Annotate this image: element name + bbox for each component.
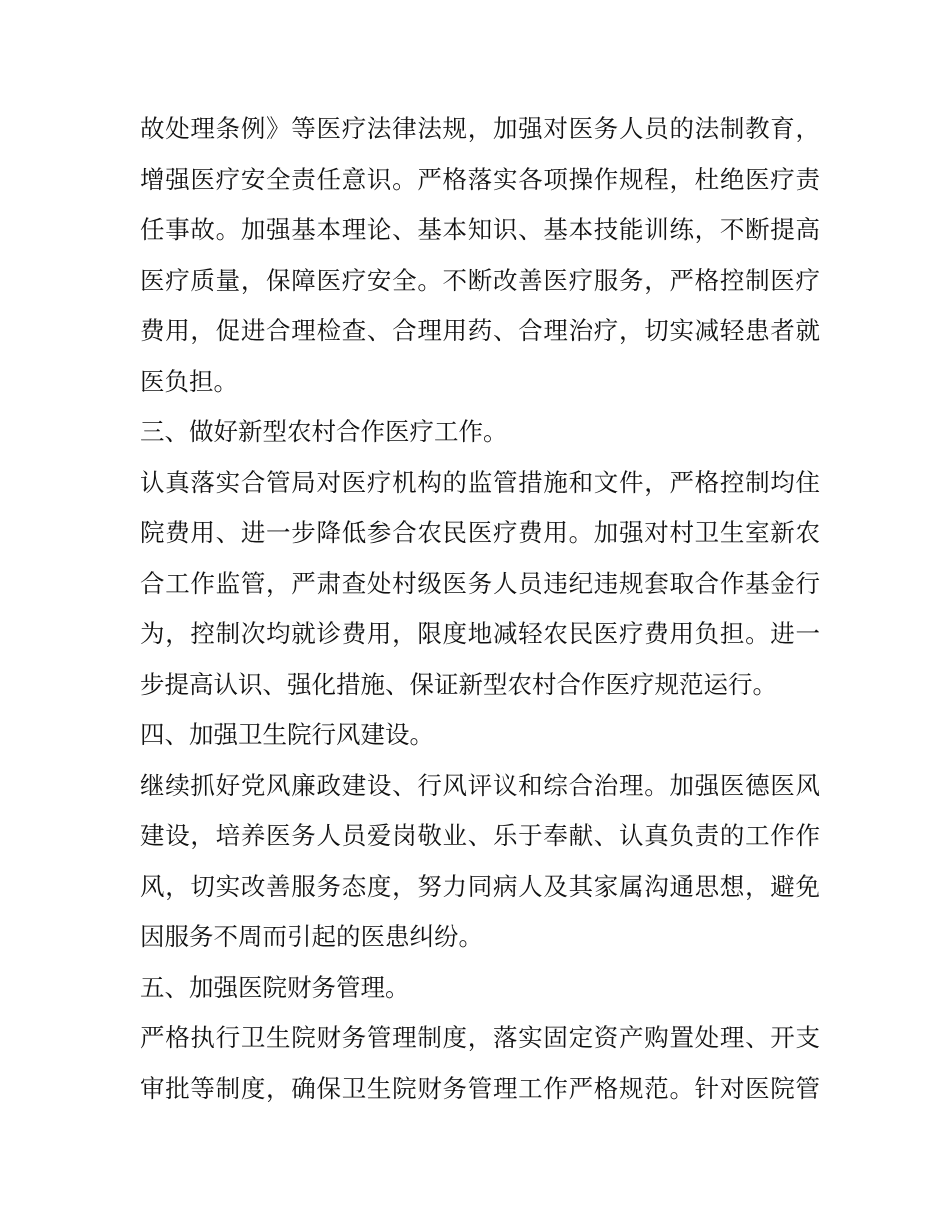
text-line: 为，控制次均就诊费用，限度地减轻农民医疗费用负担。进一 <box>140 619 820 648</box>
text-line: 任事故。加强基本理论、基本知识、基本技能训练，不断提高 <box>140 215 820 244</box>
text-line: 风，切实改善服务态度，努力同病人及其家属沟通思想，避免 <box>140 871 820 901</box>
text-line: 三、做好新型农村合作医疗工作。 <box>140 417 508 446</box>
text-line: 五、加强医院财务管理。 <box>140 972 410 1002</box>
text-line: 四、加强卫生院行风建设。 <box>140 720 434 749</box>
text-line: 故处理条例》等医疗法律法规，加强对医务人员的法制教育， <box>140 114 820 143</box>
text-line: 增强医疗安全责任意识。严格落实各项操作规程，杜绝医疗责 <box>140 164 820 194</box>
text-line: 医负担。 <box>140 366 238 396</box>
document-body <box>140 104 820 1114</box>
text-line: 医疗质量，保障医疗安全。不断改善医疗服务，严格控制医疗 <box>140 265 820 295</box>
text-line: 继续抓好党风廉政建设、行风评议和综合治理。加强医德医风 <box>140 770 820 800</box>
text-line: 因服务不周而引起的医患纠纷。 <box>140 922 483 951</box>
text-line: 合工作监管，严肃查处村级医务人员违纪违规套取合作基金行 <box>140 568 820 598</box>
text-line: 院费用、进一步降低参合农民医疗费用。加强对村卫生室新农 <box>140 518 820 547</box>
text-line: 审批等制度，确保卫生院财务管理工作严格规范。针对医院管 <box>140 1073 820 1103</box>
text-line: 费用，促进合理检查、合理用药、合理治疗，切实减轻患者就 <box>140 316 820 345</box>
text-line: 建设，培养医务人员爱岗敬业、乐于奉献、认真负责的工作作 <box>140 821 820 850</box>
text-line: 步提高认识、强化措施、保证新型农村合作医疗规范运行。 <box>140 669 777 699</box>
text-line: 认真落实合管局对医疗机构的监管措施和文件，严格控制均住 <box>140 467 820 497</box>
text-line: 严格执行卫生院财务管理制度，落实固定资产购置处理、开支 <box>140 1023 820 1052</box>
